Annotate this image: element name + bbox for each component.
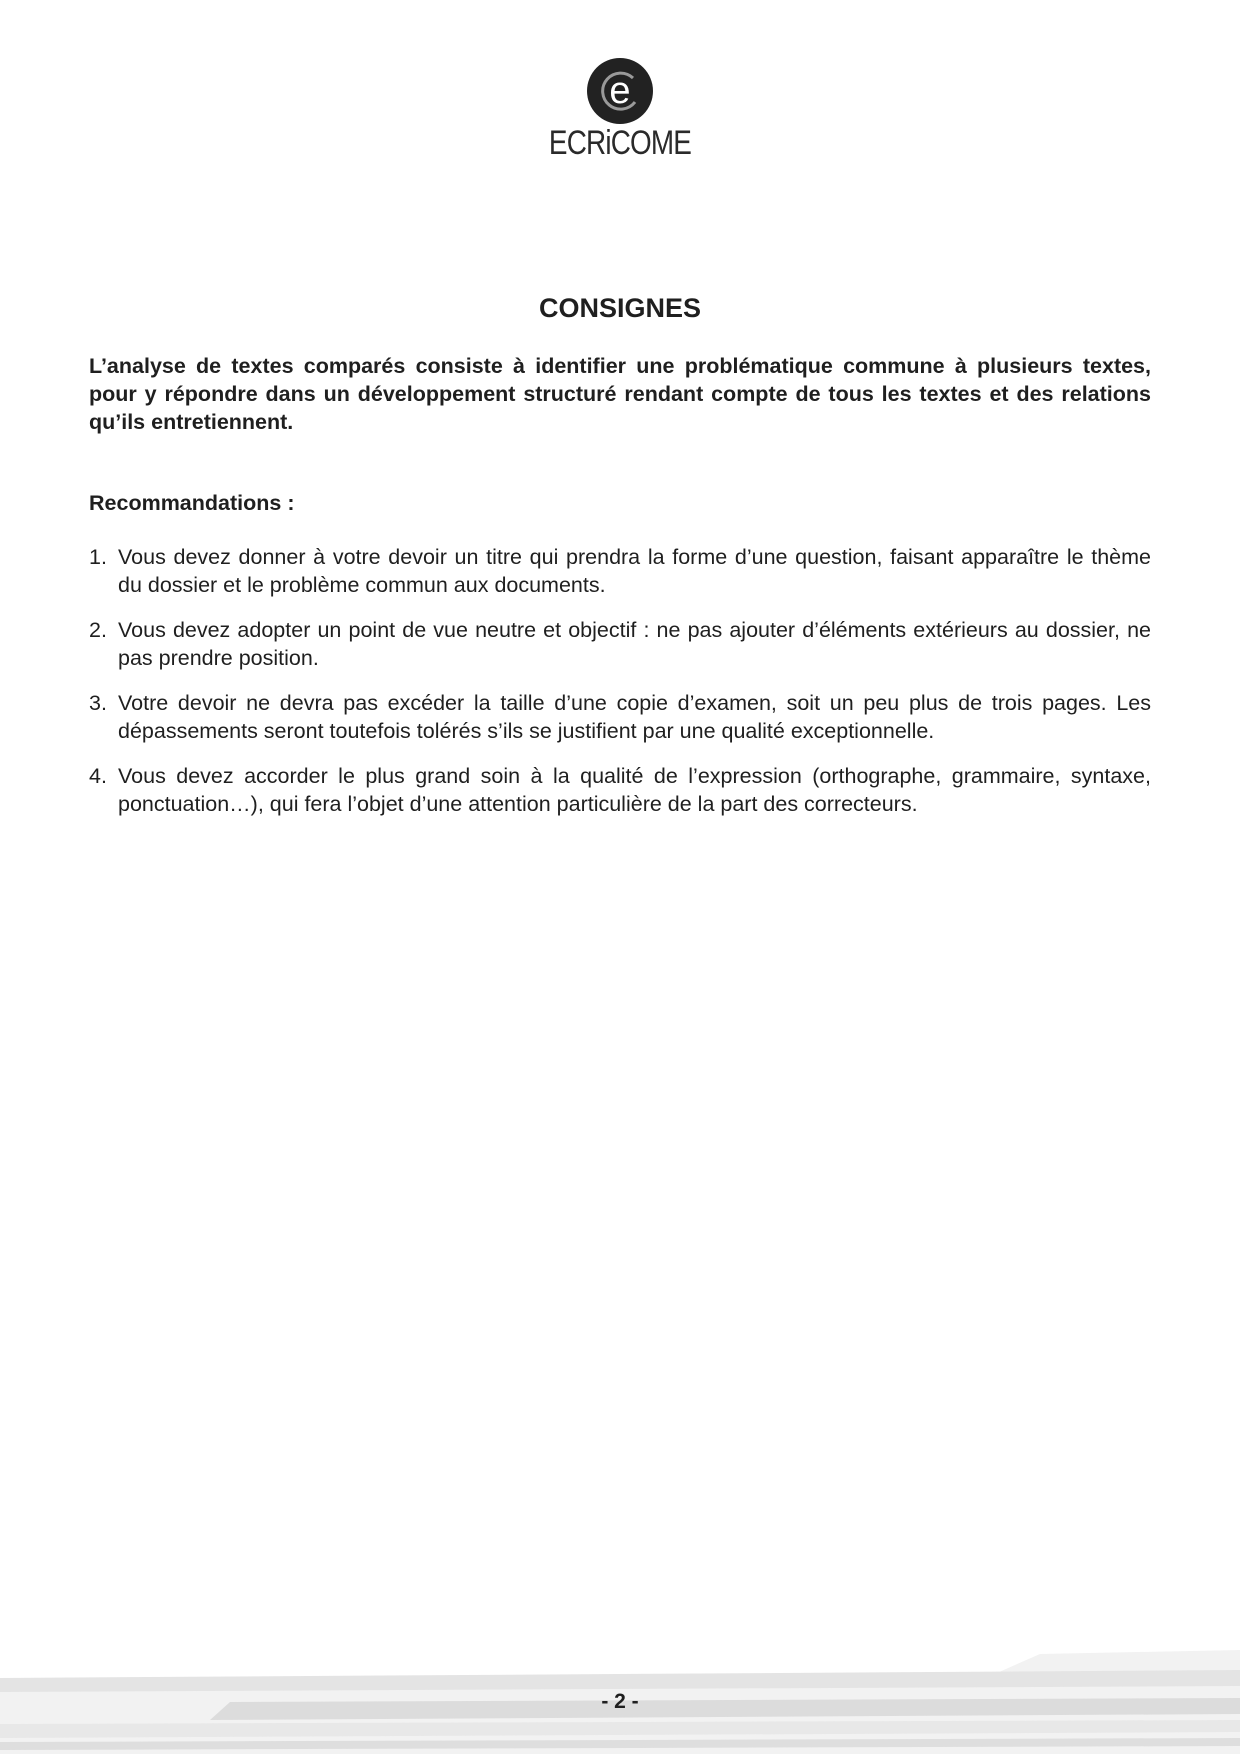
list-item-number: 1. <box>89 545 107 569</box>
ecricome-logo <box>0 58 1240 163</box>
intro-paragraph: L’analyse de textes comparés consiste à identifier une problématique commune à plusieurs textes, pour y répondre dans un développement structuré rendant compte de tous les textes et des relations qu’ils entretiennent. <box>89 354 1151 434</box>
list-item <box>89 689 1151 745</box>
list-item-number: 4. <box>89 764 107 788</box>
instructions-section <box>89 293 1151 835</box>
page-title: CONSIGNES <box>538 293 702 323</box>
list-item <box>89 762 1151 818</box>
ecricome-logo-mark-icon <box>587 58 653 124</box>
recommendations-heading: Recommandations : <box>89 491 295 515</box>
recommendations-list <box>89 543 1151 818</box>
list-item-text: Votre devoir ne devra pas excéder la taille d’une copie d’examen, soit un peu plus de trois pages. Les dépassements seront toutefois tolérés s’ils se justifient par une qualité exceptionnelle. <box>118 691 1151 743</box>
list-item <box>89 616 1151 672</box>
list-item-number: 3. <box>89 691 107 715</box>
list-item-text: Vous devez accorder le plus grand soin à la qualité de l’expression (orthographe, grammaire, syntaxe, ponctuation…), qui fera l’objet d’une attention particulière de la part des correcteurs. <box>118 764 1151 816</box>
list-item-text: Vous devez donner à votre devoir un titre qui prendra la forme d’une question, faisant apparaître le thème du dossier et le problème commun aux documents. <box>118 545 1151 597</box>
list-item-number: 2. <box>89 618 107 642</box>
logo-mark-letter: e <box>609 70 631 112</box>
list-item-text: Vous devez adopter un point de vue neutre et objectif : ne pas ajouter d’éléments extérieurs au dossier, ne pas prendre position. <box>118 618 1151 670</box>
page-number: - 2 - <box>601 1690 639 1713</box>
logo-wordmark: ECRiCOME <box>548 124 692 162</box>
list-item <box>89 543 1151 599</box>
